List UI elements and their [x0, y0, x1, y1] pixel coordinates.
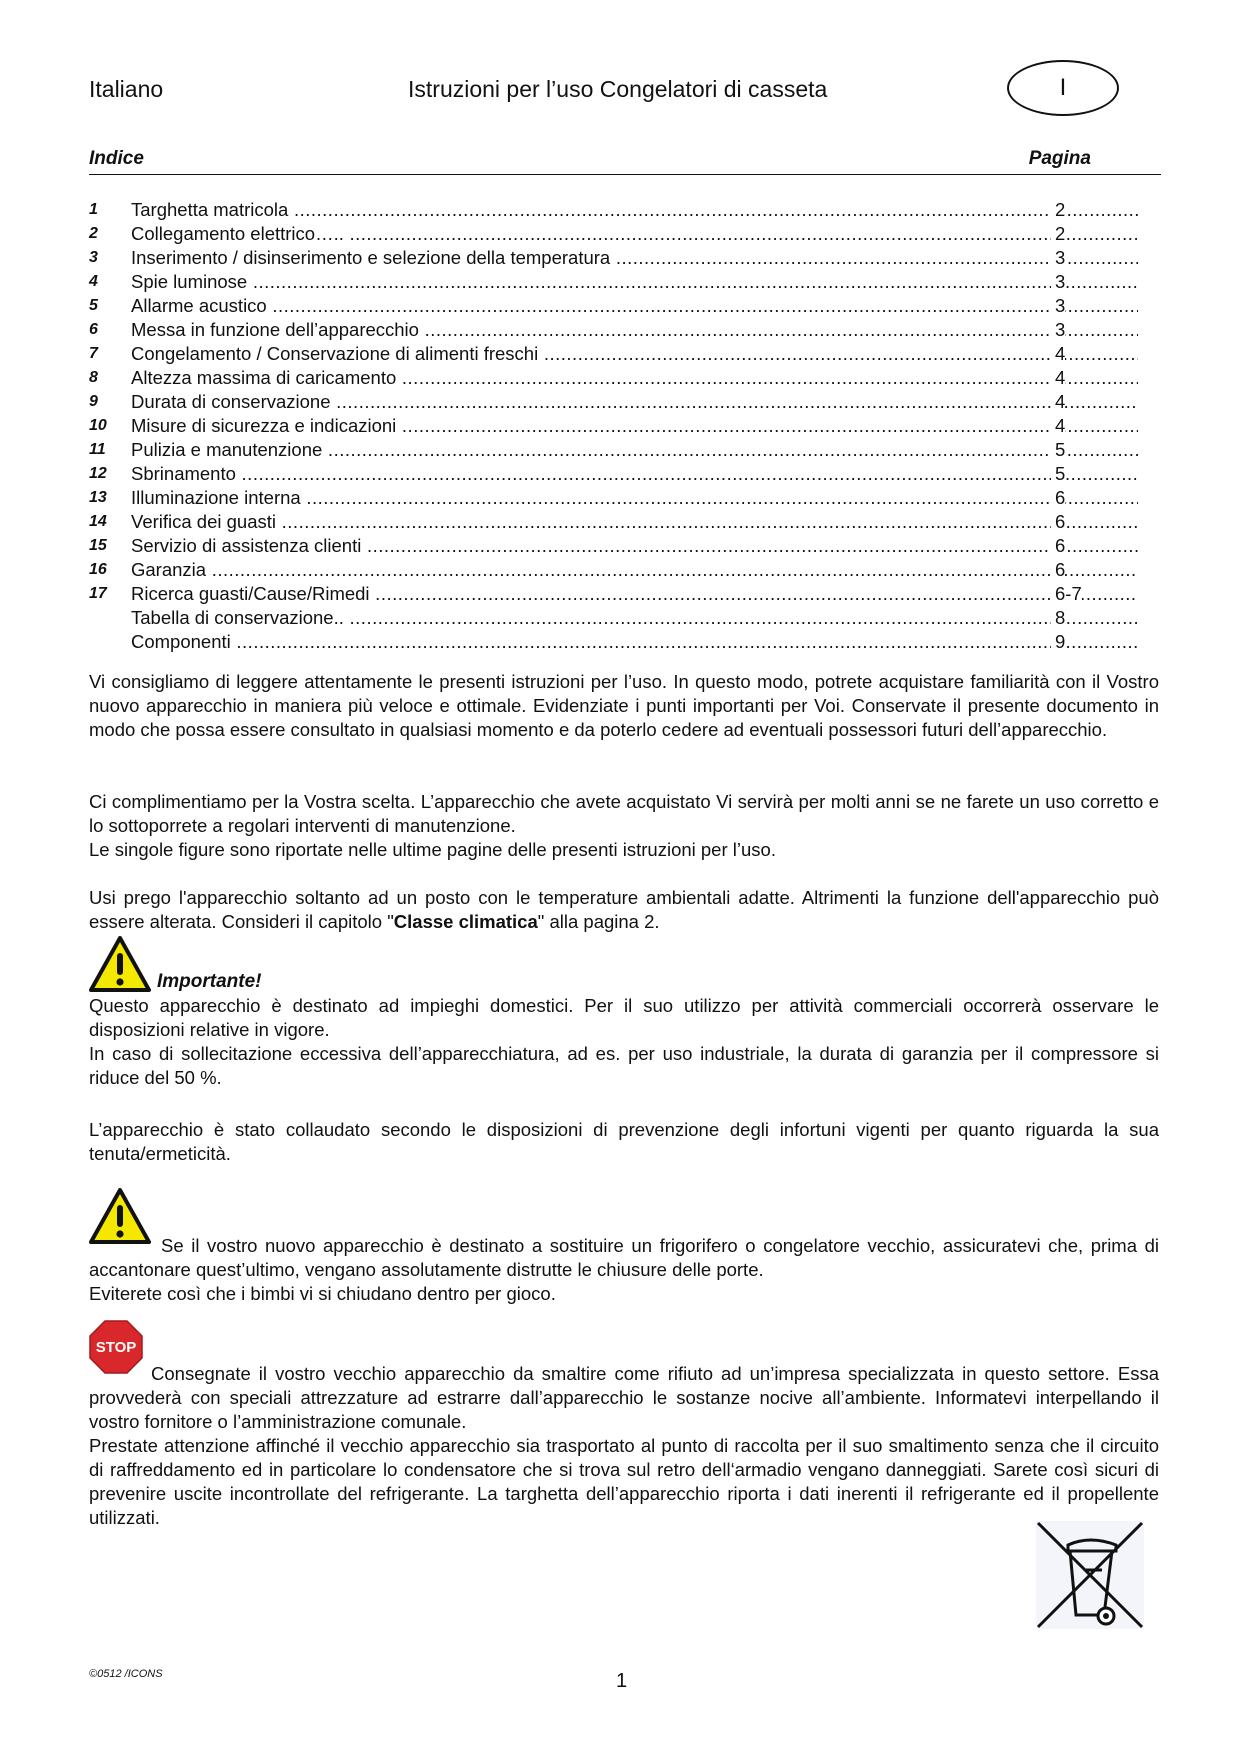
toc-entry-number: 6 — [89, 321, 98, 338]
stop-sign-icon — [89, 1320, 143, 1374]
toc-entry-label: Sbrinamento ..... — [131, 462, 1138, 486]
toc-entry[interactable] — [89, 318, 1089, 342]
toc-entry-page: 6 — [1051, 534, 1065, 558]
disposal-section — [89, 1320, 1159, 1530]
toc-entry[interactable] — [89, 246, 1089, 270]
important-title: Importante! — [157, 971, 262, 992]
stop-sign-label: STOP — [95, 1339, 137, 1356]
toc-entry-page: 5 — [1051, 462, 1065, 486]
important-text-2: In caso di sollecitazione eccessiva dell’apparecchiatura, ad es. per uso industriale, la durata di garanzia per il compressore si riduce del 50 %. — [89, 1043, 1159, 1088]
toc-entry-page: 6 — [1051, 486, 1065, 510]
toc-entry-number: 16 — [89, 561, 107, 578]
disposal-text-2: Prestate attenzione affinché il vecchio apparecchio sia trasportato al punto di raccolta per il suo smaltimento senza che il circuito di raffreddamento ed in particolare lo condensatore che si trova sul retro dell‘armadio vengano danneggiati. Sarete così sicuri di prevenire uscite incontrollate del refrigerante. La targhetta dell’apparecchio riporta i dati inerenti il refrigerante ed il propellente utilizzati. — [89, 1435, 1159, 1528]
climate-text-1: Usi prego l'apparecchio soltanto ad un posto con le temperature ambientali adatte. Altrimenti la funzione dell'apparecchio può essere alterata. Consideri il capitolo " — [89, 887, 1159, 932]
toc-entry[interactable] — [89, 390, 1089, 414]
toc-entry[interactable] — [89, 366, 1089, 390]
toc-entry-page: 2 — [1051, 198, 1065, 222]
toc-entry-label: Targhetta matricola ..... — [131, 198, 1138, 222]
document-title: Istruzioni per l’uso Congelatori di casseta — [408, 76, 828, 102]
toc-entry-page: 6-7 — [1051, 582, 1082, 606]
important-section — [89, 936, 1159, 1090]
toc-entry-page: 6 — [1051, 558, 1065, 582]
language-code-badge — [1007, 60, 1119, 116]
toc-entry[interactable] — [89, 534, 1089, 558]
toc-entry-page: 3 — [1051, 294, 1065, 318]
toc-header — [89, 148, 1161, 175]
toc-entry[interactable] — [89, 630, 1089, 654]
page-number: 1 — [616, 1670, 628, 1692]
toc-entry[interactable] — [89, 558, 1089, 582]
warning-triangle-icon — [89, 1188, 151, 1244]
intro-text: Vi consigliamo di leggere attentamente le presenti istruzioni per l’uso. In questo modo, potrete acquistare familiarità con il Vostro nuovo apparecchio in maniera più veloce e ottimale. Evidenziate i punti importanti per Voi. Conservate il presente documento in modo che possa essere consultato in qualsiasi momento e da poterlo cedere ad eventuali possessori futuri dell’apparecchio. — [89, 671, 1159, 740]
toc-entry-label: Collegamento elettrico….. ..... — [131, 222, 1138, 246]
toc-entry-page: 3 — [1051, 246, 1065, 270]
toc-entry-page: 3 — [1051, 318, 1065, 342]
toc-entry-page: 4 — [1051, 390, 1065, 414]
toc-entry[interactable] — [89, 438, 1089, 462]
toc-entry-label: Componenti ..... — [131, 630, 1138, 654]
toc-entry-label: Garanzia ..... — [131, 558, 1138, 582]
toc-entry-label: Ricerca guasti/Cause/Rimedi ..... — [131, 582, 1138, 606]
tested-paragraph — [89, 1118, 1159, 1166]
disposal-text-1: Consegnate il vostro vecchio apparecchio da smaltire come rifiuto ad un’impresa specializzata in questo settore. Essa provvederà con speciali attrezzature ad estrarre dall’apparecchio le sostanze nocive all’ambiente. Informatevi interpellando il vostro fornitore o l’amministrazione comunale. — [89, 1363, 1159, 1432]
intro-paragraph — [89, 670, 1159, 742]
toc-entry[interactable] — [89, 414, 1089, 438]
toc-heading: Indice — [89, 148, 144, 169]
congrats-text-2: Le singole figure sono riportate nelle ultime pagine delle presenti istruzioni per l’uso. — [89, 839, 776, 860]
toc-entry-number: 7 — [89, 345, 98, 362]
toc-entry-page: 8 — [1051, 606, 1065, 630]
toc-entry[interactable] — [89, 462, 1089, 486]
toc-entry-label: Congelamento / Conservazione di alimenti freschi ..... — [131, 342, 1138, 366]
important-text-1: Questo apparecchio è destinato ad impieghi domestici. Per il suo utilizzo per attività commerciali occorrerà osservare le disposizioni relative in vigore. — [89, 995, 1159, 1040]
toc-entry-label: Servizio di assistenza clienti ..... — [131, 534, 1138, 558]
climate-class-link: Classe climatica — [393, 911, 538, 932]
toc-entry-number: 11 — [89, 441, 106, 458]
toc-entry-page: 4 — [1051, 366, 1065, 390]
old-appliance-text-2: Eviterete così che i bimbi vi si chiudano dentro per gioco. — [89, 1283, 556, 1304]
toc-entry[interactable] — [89, 294, 1089, 318]
toc-entry-page: 9 — [1051, 630, 1065, 654]
toc-entry-label: Illuminazione interna ..... — [131, 486, 1138, 510]
toc-entry[interactable] — [89, 606, 1089, 630]
toc-entry-label: Durata di conservazione ..... — [131, 390, 1138, 414]
toc-entry-number: 1 — [89, 201, 98, 218]
document-language: Italiano — [89, 76, 164, 102]
toc-entry-number: 5 — [89, 297, 98, 314]
toc-entry-label: Altezza massima di caricamento ..... — [131, 366, 1138, 390]
table-of-contents — [89, 198, 1089, 654]
toc-entry-number: 10 — [89, 417, 107, 434]
toc-entry[interactable] — [89, 486, 1089, 510]
congrats-paragraph — [89, 790, 1159, 862]
toc-entry-page: 5 — [1051, 438, 1065, 462]
warning-triangle-icon — [89, 936, 151, 992]
toc-entry-label: Inserimento / disinserimento e selezione della temperatura ..... — [131, 246, 1138, 270]
toc-entry-number: 15 — [89, 537, 107, 554]
climate-paragraph — [89, 886, 1159, 934]
tested-text: L’apparecchio è stato collaudato secondo le disposizioni di prevenzione degli infortuni vigenti per quanto riguarda la sua tenuta/ermeticità. — [89, 1119, 1159, 1164]
toc-entry-label: Tabella di conservazione.. ..... — [131, 606, 1138, 630]
toc-entry-label: Spie luminose ..... — [131, 270, 1138, 294]
toc-entry-page: 4 — [1051, 414, 1065, 438]
crossed-out-bin-icon — [1030, 1515, 1150, 1635]
language-code: I — [1059, 74, 1067, 101]
toc-entry-label: Messa in funzione dell’apparecchio ..... — [131, 318, 1138, 342]
toc-entry-number: 17 — [89, 585, 107, 602]
toc-entry-page: 3 — [1051, 270, 1065, 294]
toc-entry[interactable] — [89, 270, 1089, 294]
toc-entry-number: 9 — [89, 393, 98, 410]
old-appliance-text-1: Se il vostro nuovo apparecchio è destinato a sostituire un frigorifero o congelatore vecchio, assicuratevi che, prima di accantonare quest’ultimo, vengano assolutamente distrutte le chiusure delle porte. — [89, 1235, 1159, 1280]
toc-entry-label: Pulizia e manutenzione ..... — [131, 438, 1138, 462]
toc-entry-label: Allarme acustico ..... — [131, 294, 1138, 318]
toc-entry-number: 2 — [89, 225, 98, 242]
toc-entry-page: 2 — [1051, 222, 1065, 246]
toc-entry-label: Verifica dei guasti ..... — [131, 510, 1138, 534]
toc-entry-label: Misure di sicurezza e indicazioni ..... — [131, 414, 1138, 438]
footer-copyright: ©0512 /ICONS — [89, 1668, 163, 1680]
toc-entry[interactable] — [89, 510, 1089, 534]
toc-entry-number: 3 — [89, 249, 98, 266]
toc-entry-number: 12 — [89, 465, 107, 482]
toc-entry-number: 14 — [89, 513, 107, 530]
toc-entry-page: 4 — [1051, 342, 1065, 366]
toc-entry-number: 4 — [89, 273, 98, 290]
toc-entry-page: 6 — [1051, 510, 1065, 534]
toc-entry[interactable] — [89, 342, 1089, 366]
toc-entry[interactable] — [89, 222, 1089, 246]
toc-entry[interactable] — [89, 582, 1089, 606]
toc-entry[interactable] — [89, 198, 1089, 222]
congrats-text-1: Ci complimentiamo per la Vostra scelta. L’apparecchio che avete acquistato Vi servirà per molti anni se ne farete un uso corretto e lo sottoporrete a regolari interventi di manutenzione. — [89, 791, 1159, 836]
climate-text-2: " alla pagina 2. — [537, 911, 660, 932]
toc-page-heading: Pagina — [1028, 148, 1091, 169]
toc-entry-number: 8 — [89, 369, 98, 386]
old-appliance-section — [89, 1188, 1159, 1306]
toc-entry-number: 13 — [89, 489, 107, 506]
